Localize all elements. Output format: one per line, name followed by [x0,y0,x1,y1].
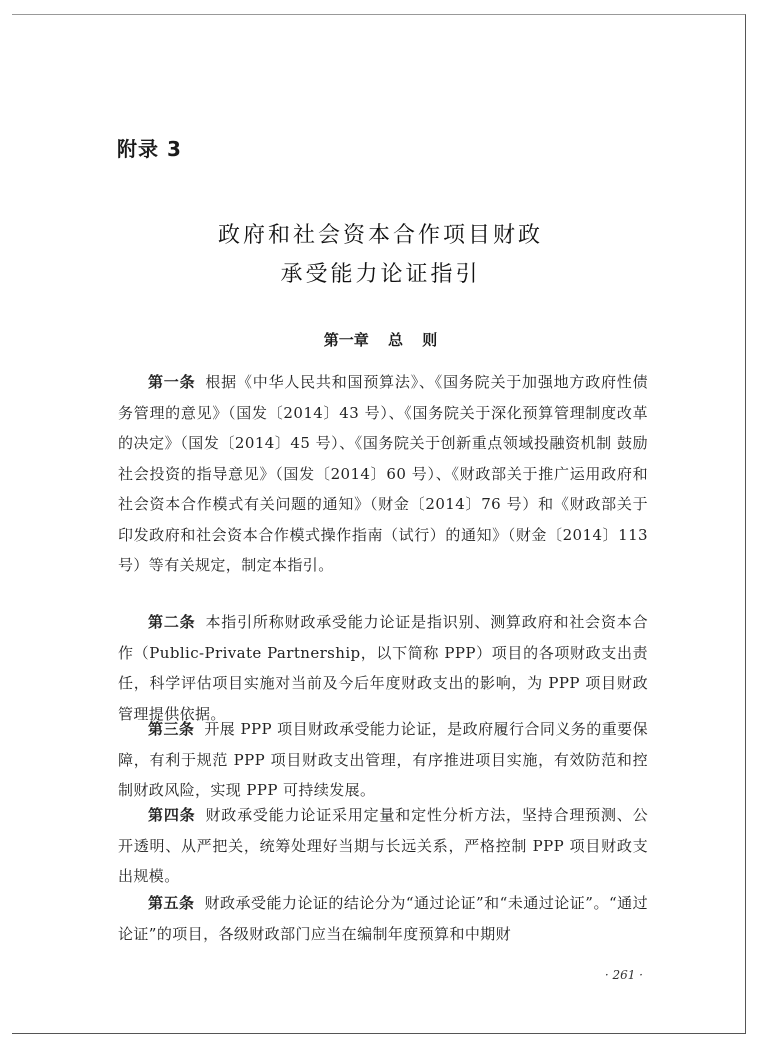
article-1 [118,367,648,581]
article-4 [118,800,648,892]
article-text: 开展 PPP 项目财政承受能力论证，是政府履行合同义务的重要保障，有利于规范 PPP 项目财政支出管理，有序推进项目实施，有效防范和控制财政风险，实现 PPP 可持续发展。 [118,720,648,799]
article-label: 第三条 [148,720,195,738]
article-3 [118,714,648,806]
article-label: 第五条 [148,894,195,912]
document-title-line-1: 政府和社会资本合作项目财政 [217,223,543,248]
article-2 [118,607,648,729]
document-title-line-2: 承受能力论证指引 [280,262,481,287]
article-text: 财政承受能力论证的结论分为“通过论证”和“未通过论证”。“通过论证”的项目，各级财政部门应当在编制年度预算和中期财 [118,894,648,943]
appendix-label: 附录 3 [117,137,182,161]
article-5 [118,888,648,949]
article-label: 第四条 [148,806,196,824]
article-label: 第一条 [148,373,196,391]
page-number: · 261 · [604,968,643,982]
article-text: 本指引所称财政承受能力论证是指识别、测算政府和社会资本合作（Public-Private Partnership，以下简称 PPP）项目的各项财政支出责任，科学评估项目实施对当前及今后年度财政支出的影响，为 PPP 项目财政管理提供依据。 [118,613,649,723]
chapter-heading: 第一章 总 则 [323,331,438,349]
article-label: 第二条 [148,613,196,631]
article-text: 根据《中华人民共和国预算法》、《国务院关于加强地方政府性债务管理的意见》（国发〔2014〕43 号）、《国务院关于深化预算管理制度改革的决定》（国发〔2014〕45 号）、《国务院关于创新重点领域投融资机制 鼓励社会投资的指导意见》（国发〔2014〕60 号）、《财政部关于推广运用政府和社会资本合作模式有关问题的通知》（财金〔2014〕76 号）和《财政部关于印发政府和社会资本合作模式操作指南（试行）的通知》（财金〔2014〕113 号）等有关规定，制定本指引。 [118,373,649,574]
article-text: 财政承受能力论证采用定量和定性分析方法，坚持合理预测、公开透明、从严把关，统筹处理好当期与长远关系，严格控制 PPP 项目财政支出规模。 [118,806,649,885]
